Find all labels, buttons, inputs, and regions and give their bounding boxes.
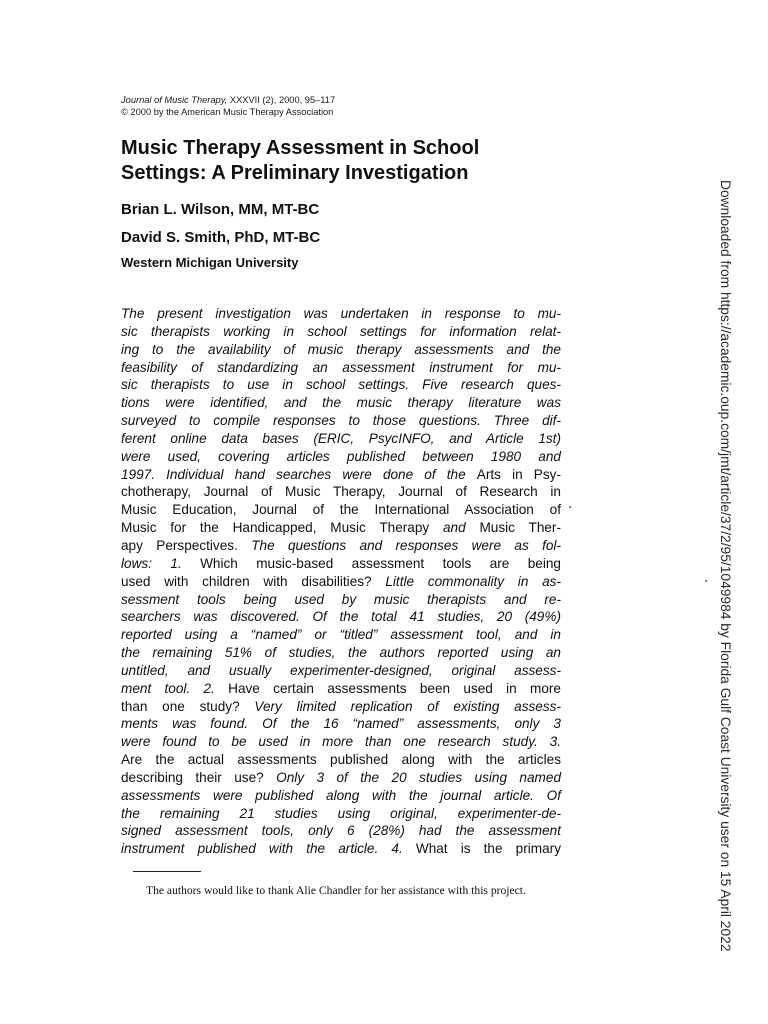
- abstract-line: Music Education, Journal of the International Association of: [121, 502, 561, 518]
- abstract-segment: Have certain assessments been used in more: [214, 680, 561, 696]
- abstract: [121, 305, 561, 858]
- abstract-line: sic therapists working in school settings for information relat-: [121, 323, 561, 339]
- abstract-segment: lows: 1.: [121, 555, 182, 571]
- abstract-segment: Music for the Handicapped, Music Therapy: [121, 520, 443, 536]
- abstract-line: tions were identified, and the music therapy literature was: [121, 395, 561, 411]
- journal-name: Journal of Music Therapy,: [121, 95, 228, 105]
- abstract-line: [121, 519, 561, 537]
- abstract-line: assessments were published along with the journal article. Of: [121, 787, 561, 803]
- scan-speck: [569, 506, 571, 508]
- journal-citation: [121, 94, 335, 106]
- abstract-line: reported using a “named” or “titled” assessment tool, and in: [121, 627, 561, 643]
- abstract-segment: Which music-based assessment tools are being: [181, 555, 561, 571]
- abstract-line: [121, 555, 561, 573]
- abstract-segment: apy Perspectives.: [121, 537, 252, 553]
- abstract-line: [121, 698, 561, 716]
- article-title: [121, 136, 581, 186]
- abstract-line: [121, 769, 561, 787]
- download-watermark: Downloaded from https://academic.oup.com/jmt/article/37/2/95/1049984 by Florida Gulf Coast University user on 15 April 2022: [718, 180, 733, 952]
- abstract-line: Are the actual assessments published along with the articles: [121, 752, 561, 768]
- title-line-2: Settings: A Preliminary Investigation: [121, 162, 469, 184]
- footnote-rule: [133, 871, 201, 872]
- abstract-line: sic therapists to use in school settings. Five research ques-: [121, 377, 561, 393]
- abstract-line: chotherapy, Journal of Music Therapy, Journal of Research in: [121, 484, 561, 500]
- abstract-segment: Very limited replication of existing assess-: [254, 698, 561, 714]
- abstract-line: The present investigation was undertaken in response to mu-: [121, 306, 561, 321]
- abstract-segment: The questions and responses were as fol-: [251, 537, 561, 553]
- abstract-line: surveyed to compile responses to those questions. Three dif-: [121, 413, 561, 429]
- abstract-line: [121, 573, 561, 591]
- abstract-line: [121, 680, 561, 698]
- abstract-segment: Little commonality in as-: [385, 573, 561, 589]
- abstract-segment: describing their use?: [121, 769, 277, 785]
- abstract-line: the remaining 21 studies using original, experimenter-de-: [121, 805, 561, 821]
- affiliation: Western Michigan University: [121, 255, 299, 270]
- journal-header: [121, 94, 335, 118]
- abstract-segment: Arts in Psy-: [476, 466, 561, 482]
- abstract-line: searchers was discovered. Of the total 41 studies, 20 (49%): [121, 609, 561, 625]
- abstract-segment: and: [443, 520, 466, 536]
- abstract-line: were used, covering articles published between 1980 and: [121, 448, 561, 464]
- abstract-line: were found to be used in more than one research study. 3.: [121, 734, 561, 750]
- abstract-segment: instrument published with the article. 4.: [121, 841, 403, 857]
- abstract-segment: Only 3 of the 20 studies using named: [276, 769, 562, 785]
- abstract-segment: ment tool. 2.: [121, 680, 215, 696]
- abstract-line: untitled, and usually experimenter-designed, original assess-: [121, 662, 561, 678]
- journal-volume: XXXVII (2), 2000, 95–117: [227, 95, 336, 105]
- abstract-line: feasibility of standardizing an assessment instrument for mu-: [121, 359, 561, 375]
- abstract-segment: than one study?: [121, 698, 255, 714]
- footnote: The authors would like to thank Alie Chandler for her assistance with this project.: [146, 884, 526, 897]
- abstract-segment: What is the primary: [402, 841, 561, 857]
- abstract-line: [121, 840, 561, 858]
- abstract-line: the remaining 51% of studies, the authors reported using an: [121, 645, 561, 661]
- scan-speck: [705, 580, 707, 582]
- abstract-line: signed assessment tools, only 6 (28%) had the assessment: [121, 823, 561, 839]
- abstract-line: sessment tools being used by music therapists and re-: [121, 591, 561, 607]
- author-1: Brian L. Wilson, MM, MT-BC: [121, 201, 320, 218]
- copyright-line: © 2000 by the American Music Therapy Association: [121, 107, 334, 117]
- abstract-segment: 1997. Individual hand searches were done of the: [121, 466, 477, 482]
- abstract-segment: used with children with disabilities?: [121, 573, 386, 589]
- abstract-line: [121, 466, 561, 484]
- abstract-segment: Music Ther-: [465, 520, 561, 536]
- abstract-line: ferent online data bases (ERIC, PsycINFO, and Article 1st): [121, 430, 561, 446]
- abstract-line: ments was found. Of the 16 “named” assessments, only 3: [121, 716, 561, 732]
- abstract-line: [121, 537, 561, 555]
- author-2: David S. Smith, PhD, MT-BC: [121, 229, 321, 246]
- title-line-1: Music Therapy Assessment in School: [121, 137, 480, 159]
- abstract-line: ing to the availability of music therapy assessments and the: [121, 341, 561, 357]
